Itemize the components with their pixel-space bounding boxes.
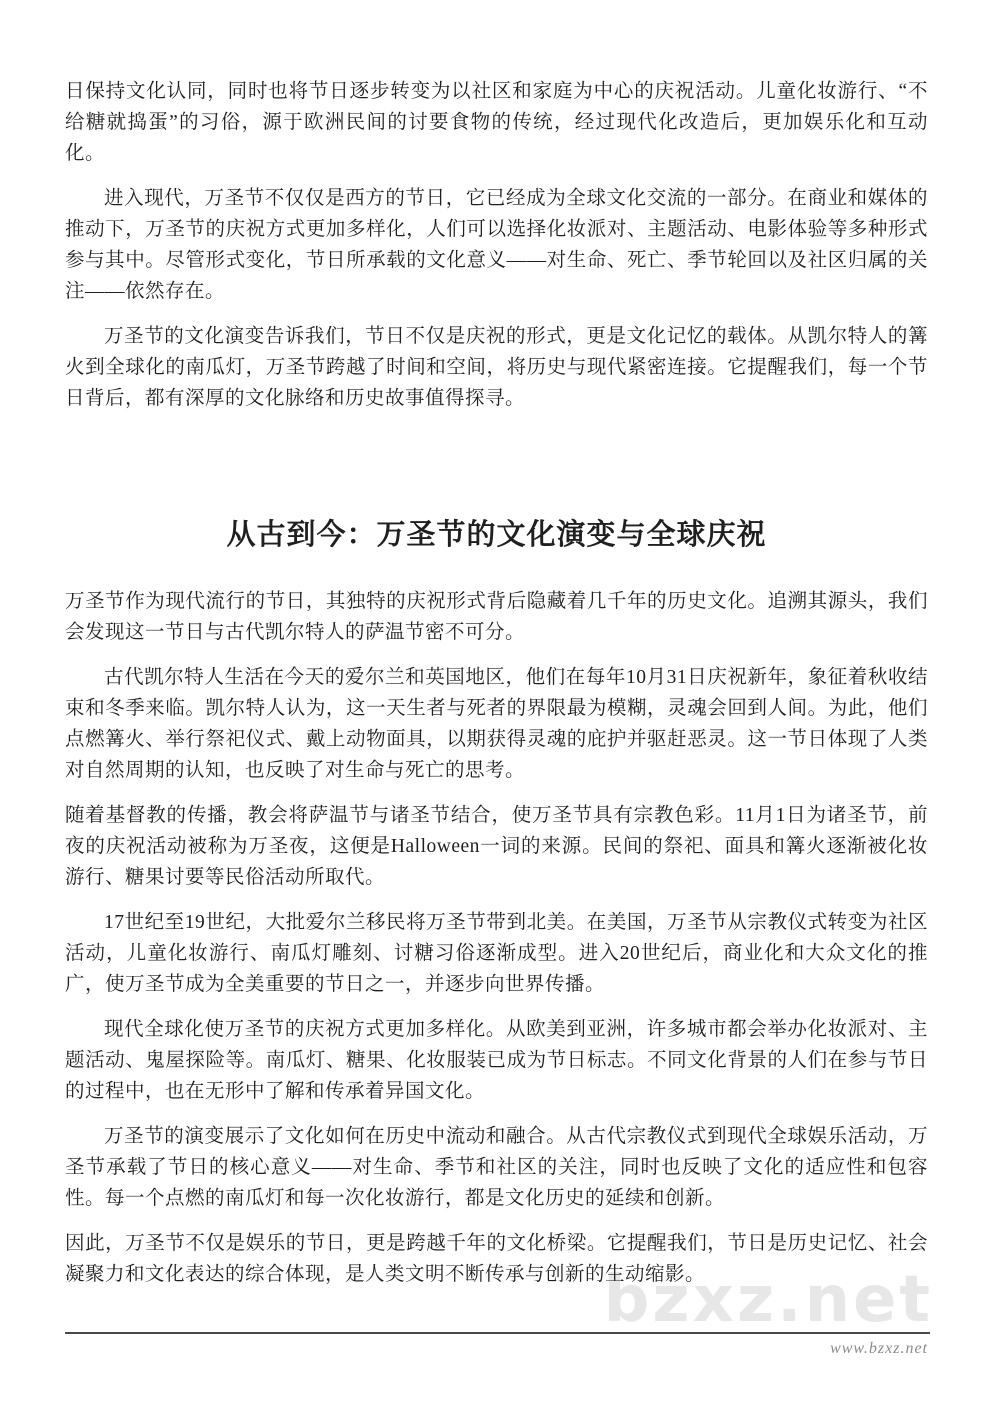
paragraph: 万圣节的文化演变告诉我们，节日不仅是庆祝的形式，更是文化记忆的载体。从凯尔特人的篝火到全球化的南瓜灯，万圣节跨越了时间和空间，将历史与现代紧密连接。它提醒我们，每一个节日背后，都有深厚的文化脉络和历史故事值得探寻。 (65, 326, 928, 409)
footer-divider (65, 1332, 930, 1334)
paragraph-continuation: 日保持文化认同，同时也将节日逐步转变为以社区和家庭为中心的庆祝活动。儿童化妆游行、“不给糖就捣蛋”的习俗，源于欧洲民间的讨要食物的传统，经过现代化改造后，更加娱乐化和互动化。 (65, 81, 928, 164)
paragraph: 17世纪至19世纪，大批爱尔兰移民将万圣节带到北美。在美国，万圣节从宗教仪式转变为社区活动，儿童化妆游行、南瓜灯雕刻、讨糖习俗逐渐成型。进入20世纪后，商业化和大众文化的推广，使万圣节成为全美重要的节日之一，并逐步向世界传播。 (65, 912, 928, 995)
paragraph: 万圣节的演变展示了文化如何在历史中流动和融合。从古代宗教仪式到现代全球娱乐活动，万圣节承载了节日的核心意义——对生命、季节和社区的关注，同时也反映了文化的适应性和包容性。每一个点燃的南瓜灯和每一次化妆游行，都是文化历史的延续和创新。 (65, 1126, 928, 1209)
watermark: bzxz.net (603, 1263, 933, 1337)
footer-url: www.bzxz.net (830, 1340, 928, 1357)
paragraph: 万圣节作为现代流行的节日，其独特的庆祝形式背后隐藏着几千年的历史文化。追溯其源头，我们会发现这一节日与古代凯尔特人的萨温节密不可分。 (65, 591, 928, 643)
paragraph: 现代全球化使万圣节的庆祝方式更加多样化。从欧美到亚洲，许多城市都会举办化妆派对、主题活动、鬼屋探险等。南瓜灯、糖果、化妆服装已成为节日标志。不同文化背景的人们在参与节日的过程中，也在无形中了解和传承着异国文化。 (65, 1019, 928, 1102)
paragraph: 古代凯尔特人生活在今天的爱尔兰和英国地区，他们在每年10月31日庆祝新年，象征着秋收结束和冬季来临。凯尔特人认为，这一天生者与死者的界限最为模糊，灵魂会回到人间。为此，他们点燃篝火、举行祭祀仪式、戴上动物面具，以期获得灵魂的庇护并驱赶恶灵。这一节日体现了人类对自然周期的认知，也反映了对生命与死亡的思考。 (65, 667, 928, 781)
article-title: 从古到今：万圣节的文化演变与全球庆祝 (226, 519, 767, 551)
paragraph: 因此，万圣节不仅是娱乐的节日，更是跨越千年的文化桥梁。它提醒我们，节日是历史记忆、社会凝聚力和文化表达的综合体现，是人类文明不断传承与创新的生动缩影。 (65, 1233, 928, 1285)
paragraph: 随着基督教的传播，教会将萨温节与诸圣节结合，使万圣节具有宗教色彩。11月1日为诸圣节，前夜的庆祝活动被称为万圣夜，这便是Halloween一词的来源。民间的祭祀、面具和篝火逐渐被化妆游行、糖果讨要等民俗活动所取代。 (65, 805, 928, 888)
paragraph: 进入现代，万圣节不仅仅是西方的节日，它已经成为全球文化交流的一部分。在商业和媒体的推动下，万圣节的庆祝方式更加多样化，人们可以选择化妆派对、主题活动、电影体验等多种形式参与其中。尽管形式变化，节日所承载的文化意义——对生命、死亡、季节轮回以及社区归属的关注——依然存在。 (65, 188, 928, 302)
